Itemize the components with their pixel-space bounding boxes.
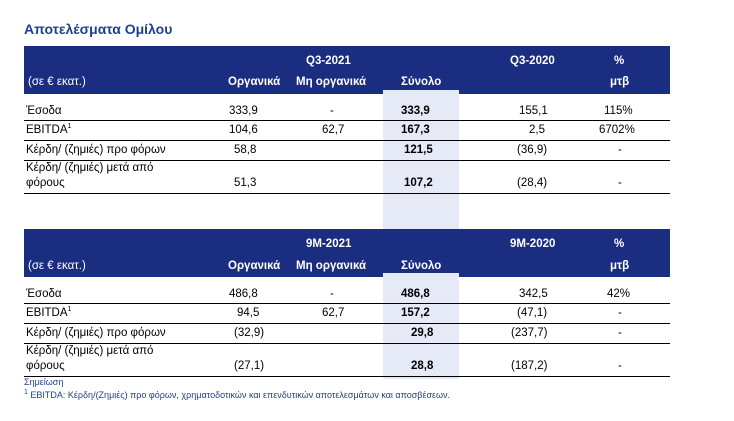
col-change: μτβ <box>610 260 630 272</box>
table-row <box>24 324 670 344</box>
table-row <box>24 141 670 161</box>
cell-change: - <box>618 327 622 339</box>
table-row <box>24 121 670 141</box>
col-total: Σύνολο <box>401 76 442 88</box>
col-organic: Οργανικά <box>228 76 281 88</box>
footnote-text: EBITDA: Κέρδη/(Ζημιές) προ φόρων, χρηματοδοτικών και επενδυτικών αποτελεσμάτων και αποσβέσεων. <box>27 390 451 400</box>
cell-change: - <box>618 144 622 156</box>
cell-total: 167,3 <box>401 124 430 136</box>
period-label: 9M-2021 <box>306 238 352 250</box>
footnote <box>24 390 450 400</box>
cell-total: 333,9 <box>401 105 430 117</box>
table-row <box>24 286 670 304</box>
cell-organic: 58,8 <box>234 144 257 156</box>
row-label: Κέρδη/ (ζημιές) προ φόρων <box>26 327 166 339</box>
cell-prior: (237,7) <box>511 327 548 339</box>
table-body <box>24 277 670 377</box>
cell-prior: (28,4) <box>517 177 548 189</box>
pct-label: % <box>614 55 625 67</box>
cell-organic: (27,1) <box>234 360 265 372</box>
col-non-organic: Μη οργανικά <box>296 76 367 88</box>
table-row <box>24 161 670 194</box>
compare-label: Q3-2020 <box>510 55 555 67</box>
cell-prior: 2,5 <box>529 124 545 136</box>
cell-prior: 155,1 <box>519 105 548 117</box>
cell-total: 28,8 <box>411 360 434 372</box>
results-table-q3 <box>24 46 670 194</box>
row-label-cont: φόρους <box>26 177 65 189</box>
row-label-cont: φόρους <box>26 360 65 372</box>
cell-prior: (187,2) <box>511 360 548 372</box>
table-row <box>24 304 670 324</box>
cell-non-organic: - <box>330 288 334 300</box>
row-label: EBITDA <box>26 124 68 136</box>
results-table-9m <box>24 229 670 377</box>
pct-label: % <box>614 238 625 250</box>
cell-total: 107,2 <box>404 177 433 189</box>
compare-label: 9M-2020 <box>510 238 556 250</box>
cell-total: 29,8 <box>411 327 434 339</box>
row-label: Έσοδα <box>26 288 62 300</box>
table-body <box>24 94 670 194</box>
cell-prior: 342,5 <box>519 288 548 300</box>
cell-non-organic: - <box>330 105 334 117</box>
cell-change: 42% <box>607 288 631 300</box>
col-organic: Οργανικά <box>228 260 281 272</box>
footnote-ref: 1 <box>67 306 72 314</box>
cell-change: 115% <box>604 105 633 117</box>
cell-prior: (47,1) <box>517 307 548 319</box>
period-label: Q3-2021 <box>306 55 351 67</box>
page-title: Αποτελέσματα Ομίλου <box>24 21 173 37</box>
footnote-mark: 1 <box>24 389 28 396</box>
row-label: EBITDA <box>26 307 68 319</box>
units-label: (σε € εκατ.) <box>28 260 86 272</box>
cell-non-organic: 62,7 <box>322 124 345 136</box>
cell-organic: 104,6 <box>229 124 258 136</box>
cell-change: - <box>618 307 622 319</box>
table-row <box>24 103 670 121</box>
cell-total: 157,2 <box>401 307 430 319</box>
cell-change: - <box>618 360 622 372</box>
cell-change: - <box>618 177 622 189</box>
table-header <box>24 46 670 94</box>
note-heading: Σημείωση <box>24 377 64 387</box>
cell-non-organic: 62,7 <box>322 307 345 319</box>
table-row <box>24 344 670 377</box>
row-label: Κέρδη/ (ζημιές) προ φόρων <box>26 144 166 156</box>
row-label: Κέρδη/ (ζημιές) μετά από <box>26 345 154 357</box>
col-total: Σύνολο <box>401 260 442 272</box>
table-header <box>24 229 670 277</box>
units-label: (σε € εκατ.) <box>28 76 86 88</box>
cell-organic: 51,3 <box>234 177 257 189</box>
col-change: μτβ <box>610 76 630 88</box>
cell-prior: (36,9) <box>517 144 548 156</box>
cell-organic: 94,5 <box>237 307 260 319</box>
cell-total: 486,8 <box>401 288 430 300</box>
cell-organic: 486,8 <box>229 288 258 300</box>
cell-organic: (32,9) <box>234 327 265 339</box>
cell-organic: 333,9 <box>229 105 258 117</box>
cell-change: 6702% <box>599 124 635 136</box>
row-label: Κέρδη/ (ζημιές) μετά από <box>26 162 154 174</box>
cell-total: 121,5 <box>404 144 433 156</box>
footnote-ref: 1 <box>67 123 72 131</box>
row-label: Έσοδα <box>26 105 62 117</box>
col-non-organic: Μη οργανικά <box>296 260 367 272</box>
